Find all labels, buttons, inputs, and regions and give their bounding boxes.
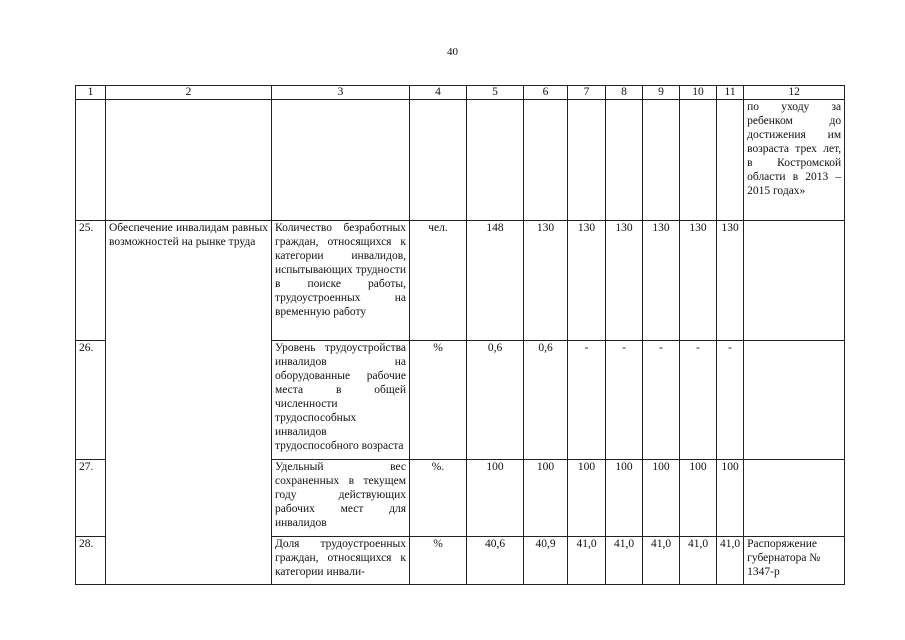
note xyxy=(744,460,845,537)
value-col-6: 0,6 xyxy=(524,341,568,460)
indicators-table xyxy=(75,85,845,585)
value-col-7: 41,0 xyxy=(568,537,606,585)
value-col-10: - xyxy=(680,341,717,460)
value-col-10: 41,0 xyxy=(680,537,717,585)
header-col-5: 5 xyxy=(467,86,524,100)
header-col-11: 11 xyxy=(717,86,744,100)
note: Распоряжение губернатора № 1347-р xyxy=(744,537,845,585)
value-col-5: 148 xyxy=(467,221,524,341)
note xyxy=(744,221,845,341)
indicator-text: Количество безработных граждан, относящихся к категории инвалидов, испытывающих трудности в поиске работы, трудоустроенных на временную работу xyxy=(272,221,410,341)
group-title xyxy=(106,221,272,585)
value-col-5: 0,6 xyxy=(467,341,524,460)
value-col-11: 100 xyxy=(717,460,744,537)
header-col-10: 10 xyxy=(680,86,717,100)
value-col-9: 100 xyxy=(643,460,680,537)
value-col-6: 100 xyxy=(524,460,568,537)
header-col-9: 9 xyxy=(643,86,680,100)
value-col-9: 41,0 xyxy=(643,537,680,585)
value-col-8: - xyxy=(606,341,643,460)
value-col-5: 100 xyxy=(467,460,524,537)
value-col-9: - xyxy=(643,341,680,460)
row-number: 25. xyxy=(76,221,106,341)
value-col-11: - xyxy=(717,341,744,460)
header-row xyxy=(76,86,845,100)
value-col-7: 100 xyxy=(568,460,606,537)
header-col-6: 6 xyxy=(524,86,568,100)
header-col-1: 1 xyxy=(76,86,106,100)
value-col-6: 40,9 xyxy=(524,537,568,585)
note xyxy=(744,341,845,460)
value-col-8: 100 xyxy=(606,460,643,537)
value-col-9: 130 xyxy=(643,221,680,341)
header-col-3: 3 xyxy=(272,86,410,100)
indicator-text: Доля трудоустроенных граждан, относящихся к категории инвали- xyxy=(272,537,410,585)
unit: %. xyxy=(410,460,467,537)
value-col-5: 40,6 xyxy=(467,537,524,585)
row-number: 26. xyxy=(76,341,106,460)
group-title-text: Обеспечение инвалидам равных возможностей на рынке труда xyxy=(109,222,268,248)
header-col-4: 4 xyxy=(410,86,467,100)
page-number: 40 xyxy=(447,46,458,58)
value-col-11: 130 xyxy=(717,221,744,341)
header-col-2: 2 xyxy=(106,86,272,100)
indicator-text: Удельный вес сохраненных в текущем году действующих рабочих мест для инвалидов xyxy=(272,460,410,537)
unit: % xyxy=(410,537,467,585)
table-row xyxy=(76,221,845,341)
unit: чел. xyxy=(410,221,467,341)
row-number: 27. xyxy=(76,460,106,537)
value-col-7: - xyxy=(568,341,606,460)
row-number: 28. xyxy=(76,537,106,585)
header-col-7: 7 xyxy=(568,86,606,100)
continuation-row xyxy=(76,100,845,221)
value-col-8: 130 xyxy=(606,221,643,341)
value-col-11: 41,0 xyxy=(717,537,744,585)
value-col-10: 130 xyxy=(680,221,717,341)
header-col-12: 12 xyxy=(744,86,845,100)
value-col-10: 100 xyxy=(680,460,717,537)
continuation-note: по уходу за ребенком до достижения им возраста трех лет, в Костромской области в 2013 – 2015 годах» xyxy=(744,100,845,221)
value-col-7: 130 xyxy=(568,221,606,341)
value-col-8: 41,0 xyxy=(606,537,643,585)
indicator-text: Уровень трудоустройства инвалидов на оборудованные рабочие места в общей численности трудоспособных инвалидов трудоспособного возраста xyxy=(272,341,410,460)
value-col-6: 130 xyxy=(524,221,568,341)
header-col-8: 8 xyxy=(606,86,643,100)
unit: % xyxy=(410,341,467,460)
